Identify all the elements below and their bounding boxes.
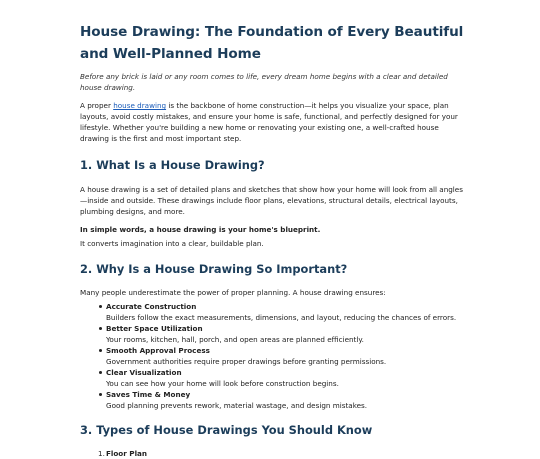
list-item xyxy=(98,448,465,459)
page-title: House Drawing: The Foundation of Every Beautiful and Well-Planned Home xyxy=(80,24,464,62)
list-item xyxy=(106,345,465,367)
list-item-title: Saves Time & Money xyxy=(106,390,191,399)
list-item-desc: Good planning prevents rework, material wastage, and design mistakes. xyxy=(106,401,368,410)
section-why-paragraph: Many people underestimate the power of proper planning. A house drawing ensures: xyxy=(80,288,386,297)
section-what-is-paragraph: A house drawing is a set of detailed plans and sketches that show how your home will look from all angles—inside and outside. These drawings include floor plans, elevations, structural details, electrical layouts, plumbing designs, and more. xyxy=(80,185,463,216)
list-item-desc: Government authorities require proper drawings before granting permissions. xyxy=(106,357,387,366)
article xyxy=(80,0,465,459)
intro-paragraph xyxy=(80,100,465,144)
section-heading-why-important: 2. Why Is a House Drawing So Important? xyxy=(80,262,348,276)
list-item-desc: Builders follow the exact measurements, dimensions, and layout, reducing the chances of errors. xyxy=(106,313,457,322)
list-item-title: Floor Plan xyxy=(106,449,147,458)
list-item-title: Better Space Utilization xyxy=(106,324,203,333)
list-item-title: Clear Visualization xyxy=(106,368,182,377)
list-item-desc: You can see how your home will look before construction begins. xyxy=(106,379,339,388)
section-what-is-closing: It converts imagination into a clear, buildable plan. xyxy=(80,239,264,248)
article-lede: Before any brick is laid or any room comes to life, every dream home begins with a clear and detailed house drawing. xyxy=(80,72,448,92)
intro-text-before: A proper xyxy=(80,101,114,110)
list-item-desc: Your rooms, kitchen, hall, porch, and open areas are planned efficiently. xyxy=(106,335,364,344)
section-heading-types: 3. Types of House Drawings You Should Know xyxy=(80,423,373,437)
list-item-title: Smooth Approval Process xyxy=(106,346,210,355)
types-list xyxy=(80,448,465,459)
list-item xyxy=(106,323,465,345)
intro-text-after: is the backbone of home construction—it helps you visualize your space, plan layouts, avoid costly mistakes, and ensure your home is safe, functional, and perfectly designed for your lifestyle. Whether you're building a new home or renovating your existing one, a well-crafted house drawing is the first and most important step. xyxy=(80,101,458,143)
house-drawing-link[interactable]: house drawing xyxy=(113,101,167,110)
importance-list xyxy=(80,301,465,411)
list-item-number: 1. xyxy=(98,449,105,458)
list-item-title: Accurate Construction xyxy=(106,302,197,311)
list-item xyxy=(106,367,465,389)
section-heading-what-is: 1. What Is a House Drawing? xyxy=(80,158,265,172)
list-item xyxy=(106,389,465,411)
section-what-is-bold-line: In simple words, a house drawing is your home's blueprint. xyxy=(80,225,321,234)
list-item xyxy=(106,301,465,323)
